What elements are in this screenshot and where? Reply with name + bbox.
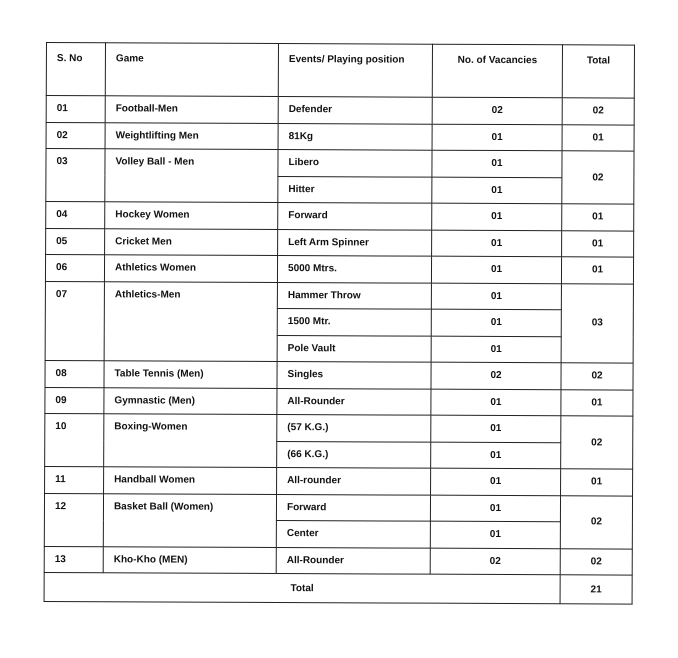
- header-vacancies: No. of Vacancies: [432, 44, 562, 98]
- cell-vacancies: 01: [431, 336, 561, 363]
- cell-event: 5000 Mtrs.: [277, 256, 431, 283]
- cell-sno: 11: [45, 466, 104, 493]
- cell-vacancies: 01: [430, 495, 560, 522]
- table-row: [45, 387, 633, 416]
- cell-vacancies: 01: [432, 150, 562, 177]
- cell-game: Hockey Women: [105, 202, 278, 229]
- table-row: [45, 360, 633, 389]
- cell-sno: 13: [44, 546, 103, 573]
- cell-event: Left Arm Spinner: [278, 229, 432, 256]
- cell-event: 81Kg: [278, 123, 432, 150]
- cell-vacancies: 01: [432, 177, 562, 204]
- cell-vacancies: 01: [432, 230, 562, 257]
- cell-total: 02: [561, 363, 633, 390]
- cell-event: Defender: [278, 97, 432, 124]
- cell-game: Basket Ball (Women): [103, 493, 276, 547]
- cell-vacancies: 01: [431, 415, 561, 442]
- cell-sno: 06: [45, 255, 104, 282]
- cell-vacancies: 02: [430, 548, 560, 575]
- cell-sno: 02: [46, 122, 105, 149]
- cell-total: 01: [562, 124, 634, 151]
- table-row: [45, 466, 633, 495]
- cell-vacancies: 01: [432, 124, 562, 151]
- cell-vacancies: 02: [431, 362, 561, 389]
- cell-vacancies: 01: [431, 256, 561, 283]
- total-row: [44, 572, 632, 604]
- cell-sno: 05: [46, 228, 105, 255]
- table-row: [46, 228, 634, 257]
- cell-game: Gymnastic (Men): [104, 387, 277, 414]
- cell-event: Libero: [278, 150, 432, 177]
- cell-sno: 10: [45, 413, 104, 466]
- cell-total: 02: [562, 98, 634, 125]
- table-row: [45, 413, 633, 442]
- header-row: [46, 43, 634, 99]
- cell-event: Forward: [278, 203, 432, 230]
- cell-event: 1500 Mtr.: [277, 309, 431, 336]
- table-row: [46, 149, 634, 178]
- cell-vacancies: 01: [431, 283, 561, 310]
- cell-total: 03: [561, 283, 633, 363]
- cell-total: 01: [561, 389, 633, 416]
- cell-total: 02: [560, 495, 632, 548]
- table-row: [45, 281, 633, 310]
- cell-sno: 12: [44, 493, 103, 546]
- cell-vacancies: 01: [431, 442, 561, 469]
- table-row: [46, 202, 634, 231]
- table-body: [44, 96, 634, 576]
- cell-vacancies: 01: [432, 203, 562, 230]
- cell-event: Pole Vault: [277, 335, 431, 362]
- cell-sno: 04: [46, 202, 105, 229]
- header-events: Events/ Playing position: [278, 44, 432, 98]
- table-row: [46, 96, 634, 125]
- cell-game: Athletics-Men: [104, 281, 277, 361]
- grand-total-value: 21: [560, 575, 632, 604]
- cell-game: Football-Men: [105, 96, 278, 123]
- cell-event: Singles: [277, 362, 431, 389]
- cell-game: Cricket Men: [105, 228, 278, 255]
- cell-total: 01: [561, 469, 633, 496]
- cell-event: (57 K.G.): [277, 415, 431, 442]
- cell-game: Handball Women: [104, 467, 277, 494]
- header-total: Total: [562, 45, 634, 98]
- cell-total: 01: [561, 257, 633, 284]
- cell-game: Table Tennis (Men): [104, 361, 277, 388]
- table-row: [44, 493, 632, 522]
- table-row: [44, 546, 632, 575]
- cell-event: (66 K.G.): [277, 441, 431, 468]
- cell-event: All-Rounder: [277, 388, 431, 415]
- cell-vacancies: 01: [431, 468, 561, 495]
- cell-event: Hammer Throw: [277, 282, 431, 309]
- cell-game: Kho-Kho (MEN): [103, 546, 276, 573]
- cell-event: Forward: [276, 494, 430, 521]
- cell-event: All-rounder: [277, 468, 431, 495]
- cell-game: Weightlifting Men: [105, 122, 278, 149]
- grand-total-label: Total: [44, 572, 560, 603]
- cell-total: 01: [562, 204, 634, 231]
- vacancy-document: [44, 42, 634, 605]
- header-sno: S. No: [46, 43, 105, 96]
- cell-sno: 07: [45, 281, 104, 361]
- cell-game: Volley Ball - Men: [105, 149, 278, 203]
- cell-vacancies: 02: [432, 97, 562, 124]
- cell-total: 02: [562, 151, 634, 204]
- cell-sno: 09: [45, 387, 104, 414]
- table-row: [46, 122, 634, 151]
- cell-vacancies: 01: [430, 521, 560, 548]
- header-game: Game: [105, 43, 278, 97]
- cell-event: All-Rounder: [276, 547, 430, 574]
- cell-game: Boxing-Women: [104, 414, 277, 468]
- cell-total: 01: [562, 230, 634, 257]
- cell-vacancies: 01: [431, 309, 561, 336]
- cell-sno: 01: [46, 96, 105, 123]
- cell-total: 02: [560, 548, 632, 575]
- cell-total: 02: [561, 416, 633, 469]
- table-row: [45, 255, 633, 284]
- cell-vacancies: 01: [431, 389, 561, 416]
- cell-event: Center: [276, 521, 430, 548]
- cell-sno: 08: [45, 360, 104, 387]
- vacancy-table: [44, 42, 635, 605]
- cell-event: Hitter: [278, 176, 432, 203]
- cell-game: Athletics Women: [104, 255, 277, 282]
- cell-sno: 03: [46, 149, 105, 202]
